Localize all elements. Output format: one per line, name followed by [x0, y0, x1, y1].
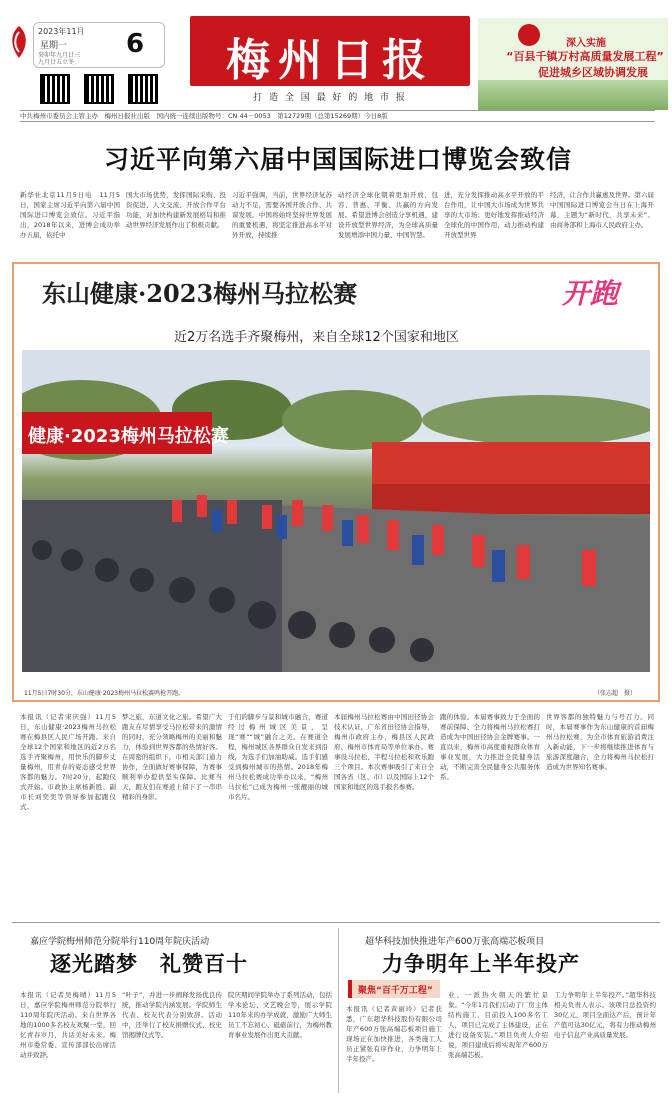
feature-title: 东山健康·2023梅州马拉松赛	[42, 279, 358, 308]
column-tag-label: 聚焦“百千万工程”	[358, 986, 433, 996]
ad-cityscape-image	[478, 80, 668, 110]
masthead-slogan: 打 造 全 国 最 好 的 地 市 报	[253, 93, 407, 103]
qr-code-icon	[84, 74, 114, 104]
bottom-right-headline: 力争明年上半年投产	[382, 951, 580, 976]
lead-col-1: 新华社北京11月5日电 11月5日，国家主席习近平向第六届中国国际进口博览会致信。习近平指出，2018年以来，进博会成功举办五届，依托中	[20, 191, 120, 239]
bottom-left-kicker: 嘉应学院梅州师范分院举行110周年院庆活动	[30, 937, 210, 947]
date-day: 6	[126, 29, 145, 59]
bottom-right-kicker: 超华科技加快推进年产600万张高端芯板项目	[365, 937, 545, 947]
bottom-left-headline: 逐光踏梦 礼赞百十	[50, 951, 248, 976]
bottom-left-col-2: “叶子”，并进一步阐释发扬优良传统，推动学院内涵发展。学院师生代表、校友代表分别致辞。活动中，还举行了校友捐赠仪式、校史馆揭牌仪式等。	[122, 991, 222, 1039]
lead-col-2: 国大市场优势，发挥国际采购、投资促进、人文交流、开放合作平台功能，对加快构建新发展格局和推动世界经济发展作出了积极贡献。	[126, 191, 226, 229]
qr-code-icon	[40, 74, 70, 104]
feature-col-6: 世界客都的独特魅力与号召力。同时，本届赛事作为东山健康的首届梅州马拉松赛，为全市体育旅游消费注入新动能，下一步将继续推进体育与旅游深度融合，全力将梅州马拉松打造成为世界知名赛事。	[546, 713, 654, 771]
date-lunar: 癸卯年九月廿三 九月廿五立冬	[38, 52, 81, 66]
publication-info: 中共梅州市委员会主管主办 梅州日报社出版 国内统一连续出版物号：CN 44－0053 第12729期（总第15269期）今日8版	[20, 110, 655, 122]
date-box	[33, 22, 165, 68]
feature-title-accent: 开跑	[562, 277, 619, 310]
bottom-right-col-3: 工力争明年上半年投产。”超华科技相关负责人表示。该项目总投资约30亿元，项目全面达产后，预计年产值可达30亿元，将有力推动梅州电子信息产业高质量发展。	[554, 991, 656, 1039]
bottom-right-col-2: 业、一派热火朝天的繁忙景象。“今年1月我们启动了厂房主体结构施工，目前投入100多名工人，项目已完成了主体建设，正在进行设备安装。”项目负责人介绍说，项目建成后将实现年产600万张高端芯板。	[448, 991, 548, 1059]
photo-credit: （张志超 摄）	[594, 690, 637, 697]
feature-col-2: 梦之旅，东道文化之旅。希望广大跑友在尽情享受马拉松带来的激情的同时，充分领略梅州的美丽和魅力，体验到世界客都的热情好客。在周密的组织下，市相关部门通力协作，全面做好赛事保障，为赛事顺利举办提供坚实保障。比赛当天，跑友们在赛道上留下了一串串精彩的身影。	[122, 713, 222, 801]
campaign-logo-icon	[518, 24, 540, 46]
marathon-photo	[22, 350, 650, 672]
lead-headline: 习近平向第六届中国国际进口博览会致信	[103, 145, 572, 174]
bottom-left-col-3: 院庆期间学院举办了系列活动，包括学术论坛、文艺晚会等，展示学院110年来的办学成就，激励广大师生员工不忘初心、砥砺前行，为梅州教育事业发展作出更大贡献。	[228, 991, 332, 1039]
date-weekday: 星期一	[40, 41, 68, 51]
feature-col-1: 本报讯（记者宋庆强）11月5日，东山健康·2023梅州马拉松赛在梅县区人民广场开跑。来自全球12个国家和地区的近2万名选手齐聚梅州，用快乐的脚步丈量梅州，用青春的姿态感受世界客都的魅力。7时20分，起跑仪式开始。市政协主席杨新胜、副市长刘奕奕等领导参加起跑仪式。	[20, 713, 116, 811]
date-year: 2023年11月	[38, 27, 85, 36]
feature-story	[12, 262, 660, 702]
start-banner-text: 健康·2023梅州马拉松赛	[28, 426, 229, 447]
ad-line-1: 深入实施	[566, 38, 606, 49]
campaign-ad	[478, 18, 668, 110]
bottom-left-col-1: 本报讯（记者吴梅晴）11月5日，嘉应学院梅州师范分院举行110周年院庆活动。来自世界各地的1000多名校友欢聚一堂，回忆青春岁月，共话美好未来。梅州市委常委、宣传部部长出席活动并致辞。	[20, 991, 116, 1059]
lead-col-4: 动经济全球化朝着更加开放、包容、普惠、平衡、共赢的方向发展。希望进博会创造分享机遇，建设开放型世界经济，为全球高质量发展增添中国力量、中国智慧。	[338, 191, 438, 239]
ad-line-2: “百县千镇万村高质量发展工程”	[506, 50, 664, 63]
bottom-right-col-1: 本报讯（记者黄丽玲）记者获悉，广东超华科技股份有限公司年产600万张高端芯板项目施工现场正在加快推进，各类施工人员正紧张有序作业，力争明年上半年投产。	[346, 1005, 442, 1063]
lead-col-5: 进，充分发挥推动高水平开放的平台作用，让中国大市场成为世界共享的大市场；更好地发挥推动经济全球化的中国作用，动力推动构建开放型世界	[444, 191, 544, 239]
lead-col-3: 习近平强调，当前，世界经济复苏动力不足，需要各国开放合作、共谋发展。中国将始终坚持世界发展的重要机遇，将坚定推进高水平对外开放，持续推	[232, 191, 332, 239]
feature-col-3: 于们的脚步与景和城市融合，赛道经过梅州城区美景，呈现“赛”“城”融合之美。在赛道全程，梅州城区各界群众自发来到沿线，为选手们加油助威。选手们感受到梅州城市的热情。2018年梅州马拉松赛成功举办以来，“梅州马拉松”已成为梅州一张靓丽的城市名片。	[228, 713, 328, 801]
lead-col-6: 经济，让合作共赢惠及世界。第六届中国国际进口博览会当日在上海开幕，主题为“新时代，共享未来”。由商务部和上海市人民政府主办。	[550, 191, 654, 229]
column-tag	[348, 980, 440, 998]
photo-caption: 11月5日7时30分，东山健康·2023梅州马拉松赛鸣枪开跑。	[24, 690, 185, 697]
masthead-banner	[190, 16, 470, 86]
column-divider	[338, 928, 339, 1093]
feature-subtitle: 近2万名选手齐聚梅州，来自全球12个国家和地区	[174, 330, 459, 345]
section-divider	[12, 922, 660, 923]
feature-col-5: 跑的体验。本届赛事致力于全面的赛前保障、全力将梅州马拉松赛打造成为中国田径协会金牌赛事。一直以来，梅州市高度重视群众体育事业发展，大力推进全民健身活动，不断完善全民健身公共服务体系。	[440, 713, 540, 781]
feature-col-4: 本届梅州马拉松赛由中国田径协会技术认证，广东省田径协会指导，梅州市政府主办，梅县区人民政府、梅州市体育局等单位承办。赛事设马拉松、半程马拉松和欢乐跑三个项目。本次赛事吸引了来自全国各省（区、市）以及国际上12个国家和地区的选手报名参赛。	[334, 713, 434, 791]
ad-line-3: 促进城乡区域协调发展	[538, 66, 648, 79]
masthead-title: 梅州日报	[226, 35, 434, 86]
newspaper-logo-icon	[6, 24, 32, 60]
qr-code-icon	[128, 74, 158, 104]
